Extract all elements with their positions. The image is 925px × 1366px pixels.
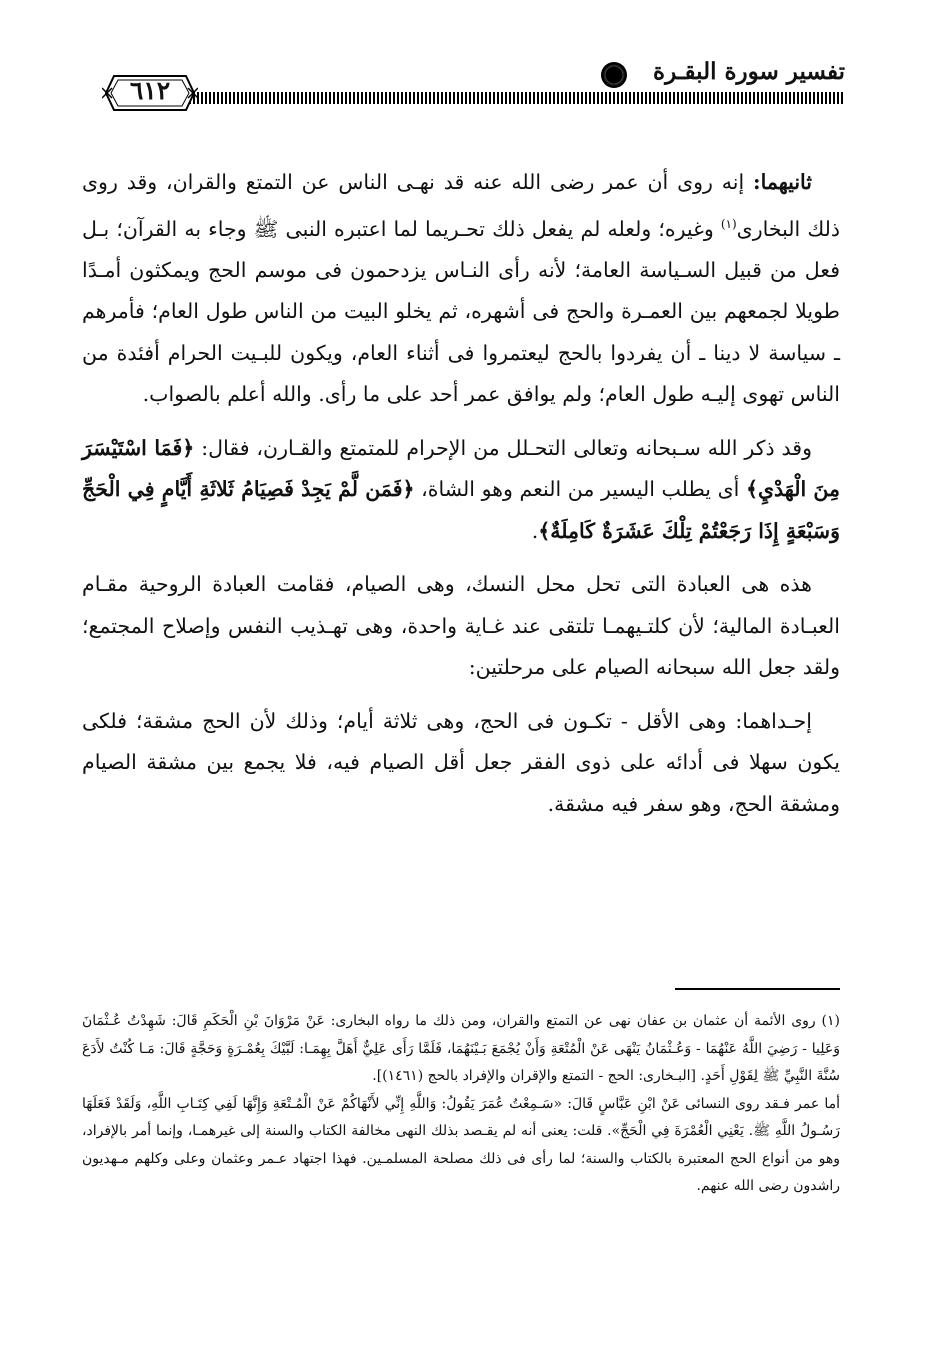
page-number: ٦١٢ xyxy=(129,76,171,105)
flower-ornament-icon xyxy=(601,62,627,88)
page-header xyxy=(0,50,925,140)
main-text xyxy=(82,162,840,837)
paragraph-1 xyxy=(82,162,840,416)
paragraph-2 xyxy=(82,428,840,553)
paragraph-4: إحـداهما: وهى الأقل - تكـون فى الحج، وهى ثلاثة أيام؛ وذلك لأن الحج مشقة؛ فلكى يكون سهلا فى أدائه على ذوى الفقر جعل أقل الصيام فيه، فلا يجمع بين مشقة الصيام ومشقة الحج، وهو سفر فيه مشقة. xyxy=(82,708,840,816)
footnote-1-continued: أما عمر فـقد روى النسائى عَنْ ابْنِ عَبَّاسٍ قَالَ: «سَـمِعْتُ عُمَرَ يَقُولُ: وَاللَّهِ إِنِّي لأَنْهَاكُمْ عَنْ الْمُـتْعَةِ وَإِنَّهَا لَفِي كِتَـابِ اللَّهِ، وَلَقَدْ فَعَلَهَا رَسُـولُ اللَّهِ ﷺ. يَعْنِي الْعُمْرَةَ فِي الْحَجِّ». قلت: يعنى أنه لم يقـصد بذلك النهى مخالفة الكتاب والسنة إلى غيرهمـا، وإنما أمر بالإفراد، وهو من أنواع الحج المعتبرة بالكتاب والسنة؛ لما رأى فى ذلك مصلحة المسلمـين. فهذا اجتهاد عـمر وعثمان وعلى وكلهم مـهديون راشدون رضى الله عنهم. xyxy=(82,1095,840,1194)
paragraph-text: وقد ذكر الله سـبحانه وتعالى التحـلل من الإحرام للمتمتع والقـارن، فقال: xyxy=(194,435,813,460)
paragraph-lead: ثانيهما: xyxy=(753,170,812,194)
paragraph-3: هذه هى العبادة التى تحل محل النسك، وهى الصيام، فقامت العبادة الروحية مقـام العبـادة المالية؛ لأن كلتـيهمـا تلتقى عند غـاية واحدة، وهى تهـذيب النفس وإصلاح المجتمع؛ ولقد جعل الله سبحانه الصيام على مرحلتين: xyxy=(82,572,840,680)
running-title: تفسير سورة البقـرة xyxy=(653,58,845,85)
footnote-1: (١) روى الأئمة أن عثمان بن عفان نهى عن التمتع والقران، ومن ذلك ما رواه البخارى: عَنْ مَرْوَانَ بْنِ الْحَكَمِ قَالَ: شَهِدْتُ عُـثْمَانَ وَعَلِيا - رَضِيَ اللَّهُ عَنْهُمَا - وَعُـثْمَانُ يَنْهَى عَنْ الْمُتْعَةِ وَأَنْ يُجْمَعَ بَـيْنَهُمَا، فَلَمَّا رَأَى عَلِيٌّ أَهَلَّ بِهِمَـا: لَبَّيْكَ بِعُمْـرَةٍ وَحَجَّةٍ قَالَ: مَـا كُنْتُ لأَدَعَ سُنَّةَ النَّبِيِّ ﷺ لِقَوْلِ أَحَدٍ. [البـخارى: الحج - التمتع والإقران والإفراد بالحج (١٤٦١)]. xyxy=(82,1013,840,1084)
footnotes xyxy=(82,1008,840,1201)
paragraph-text: . xyxy=(531,518,539,543)
quran-verse: ﴿فَمَن لَّمْ يَجِدْ فَصِيَامُ ثَلاثَةِ أَيَّامٍ فِي الْحَجِّ وَسَبْعَةٍ إِذَا رَجَعْتُمْ تِلْكَ عَشَرَةٌ كَامِلَةٌ﴾ xyxy=(82,477,840,543)
footnote-marker[interactable]: (١) xyxy=(720,216,737,231)
paragraph-text: إنه روى أن عمر رضى الله عنه قد نهـى الناس عن التمتع والقران، وقد روى ذلك البخارى xyxy=(82,170,840,241)
header-rule xyxy=(177,92,845,104)
page-number-badge xyxy=(102,68,198,118)
quran-verse: ﴿فَمَا اسْتَيْسَرَ مِنَ الْهَدْيِ﴾ xyxy=(82,435,840,502)
footnote-divider xyxy=(675,988,840,990)
paragraph-text: وغيره؛ ولعله لم يفعل ذلك تحـريما لما اعتبره النبى ﷺ وجاء به القرآن؛ بـل فعل من قبيل السـياسة العامة؛ لأنه رأى النـاس يزدحمون فى موسم الحج ويمكثون أمـدًا طويلا لجمعهم بين العمـرة والحج فى أشهره، ثم يخلو البيت من الناس طول العام؛ فأمرهم ـ سياسة لا دينا ـ أن يفردوا بالحج ليعتمروا فى أثناء العام، ويكون للبـيت الحرام أفئدة من الناس تهوى إليـه طول العام؛ ولم يوافق عمر أحد على ما رأى. والله أعلم بالصواب. xyxy=(82,216,840,407)
paragraph-text: أى يطلب اليسير من النعم وهو الشاة، xyxy=(414,477,746,502)
